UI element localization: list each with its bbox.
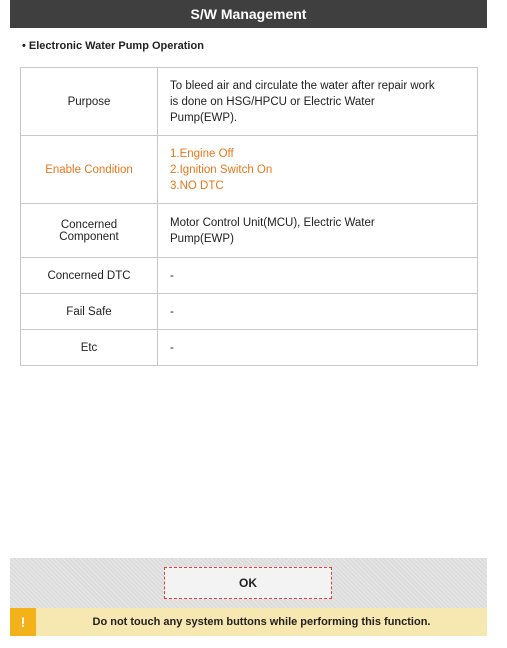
info-table [20,67,478,366]
row-value [158,68,478,136]
value-line: 3.NO DTC [170,179,224,192]
value-line: Pump(EWP). [170,111,238,124]
window-title-bar [10,0,487,28]
warning-text: Do not touch any system buttons while performing this function. [92,616,431,628]
row-value [158,136,478,204]
value-line: Motor Control Unit(MCU), Electric Water [170,216,375,229]
label-line: Concerned [60,218,118,231]
row-value: - [158,294,478,330]
value-line: 1.Engine Off [170,147,234,160]
warning-icon: ! [10,608,36,636]
value-line: is done on HSG/HPCU or Electric Water [170,95,375,108]
row-label [21,204,158,258]
row-label: Purpose [21,68,158,136]
table-row-purpose [21,68,478,136]
row-value [158,204,478,258]
table-row-concerned-dtc [21,258,478,294]
section-heading: • Electronic Water Pump Operation [22,40,204,52]
row-label: Enable Condition [21,136,158,204]
label-line: Component [59,230,119,243]
row-label: Etc [21,330,158,366]
row-label: Concerned DTC [21,258,158,294]
table-row-fail-safe [21,294,478,330]
table-row-enable-condition [21,136,478,204]
table-row-concerned-component [21,204,478,258]
row-value: - [158,258,478,294]
row-label: Fail Safe [21,294,158,330]
row-value: - [158,330,478,366]
window-title: S/W Management [190,6,307,22]
value-line: Pump(EWP) [170,232,234,245]
value-line: To bleed air and circulate the water after repair work [170,79,435,92]
table-row-etc [21,330,478,366]
ok-button[interactable] [164,567,332,599]
value-line: 2.Ignition Switch On [170,163,273,176]
ok-button-label: OK [239,576,257,590]
